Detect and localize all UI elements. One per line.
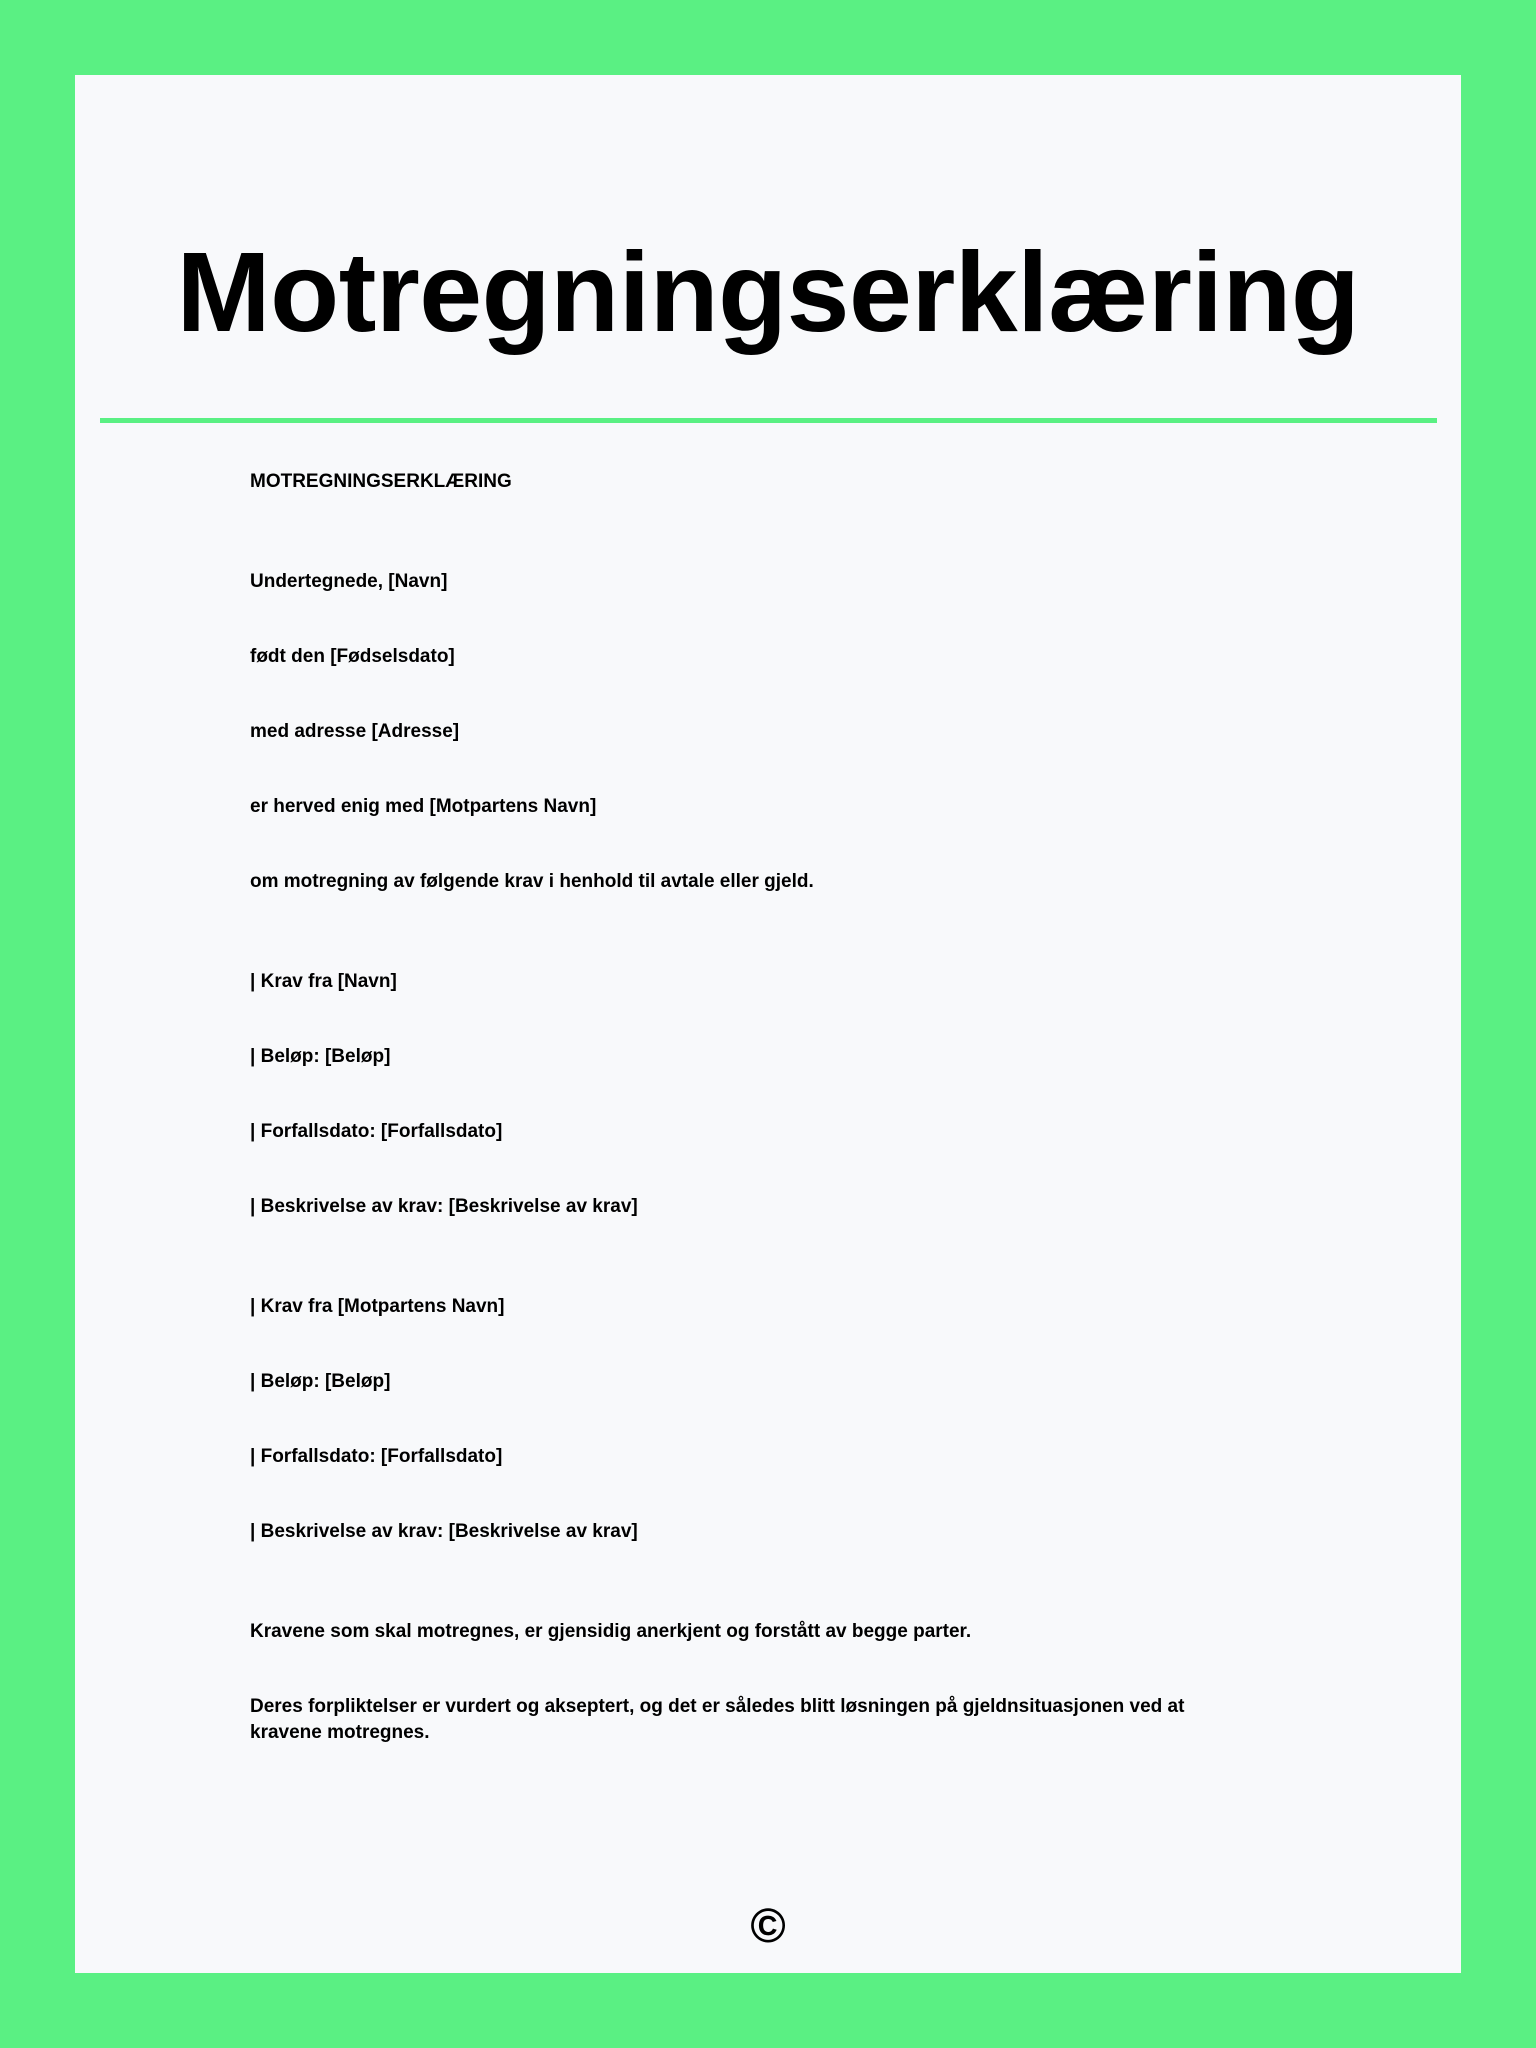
title-divider [100,418,1437,423]
intro-line-purpose: om motregning av følgende krav i henhold til avtale eller gjeld. [250,871,814,892]
intro-line-counterparty: er herved enig med [Motpartens Navn] [250,796,597,817]
document-heading: MOTREGNINGSERKLÆRING [250,471,512,492]
copyright-icon: © [750,1900,786,1953]
intro-line-birthdate: født den [Fødselsdato] [250,646,455,667]
closing-resolution: Deres forpliktelser er vurdert og akseptert, og det er således blitt løsningen på gjeldnsituasjonen ved at kravene motregnes. [250,1696,1185,1743]
document-page [75,75,1461,1973]
claim-1-amount: | Beløp: [Beløp] [250,1046,391,1067]
claim-1-from: | Krav fra [Navn] [250,971,397,992]
claim-1-due-date: | Forfallsdato: [Forfallsdato] [250,1121,503,1142]
claim-2-due-date: | Forfallsdato: [Forfallsdato] [250,1446,503,1467]
intro-line-address: med adresse [Adresse] [250,721,460,742]
closing-acknowledgement: Kravene som skal motregnes, er gjensidig anerkjent og forstått av begge parter. [250,1621,972,1642]
claim-1-description: | Beskrivelse av krav: [Beskrivelse av krav] [250,1196,638,1217]
intro-line-name: Undertegnede, [Navn] [250,571,448,592]
document-title: Motregningserklæring [176,229,1360,355]
claim-2-amount: | Beløp: [Beløp] [250,1371,391,1392]
claim-2-description: | Beskrivelse av krav: [Beskrivelse av krav] [250,1521,638,1542]
claim-2-from: | Krav fra [Motpartens Navn] [250,1296,505,1317]
